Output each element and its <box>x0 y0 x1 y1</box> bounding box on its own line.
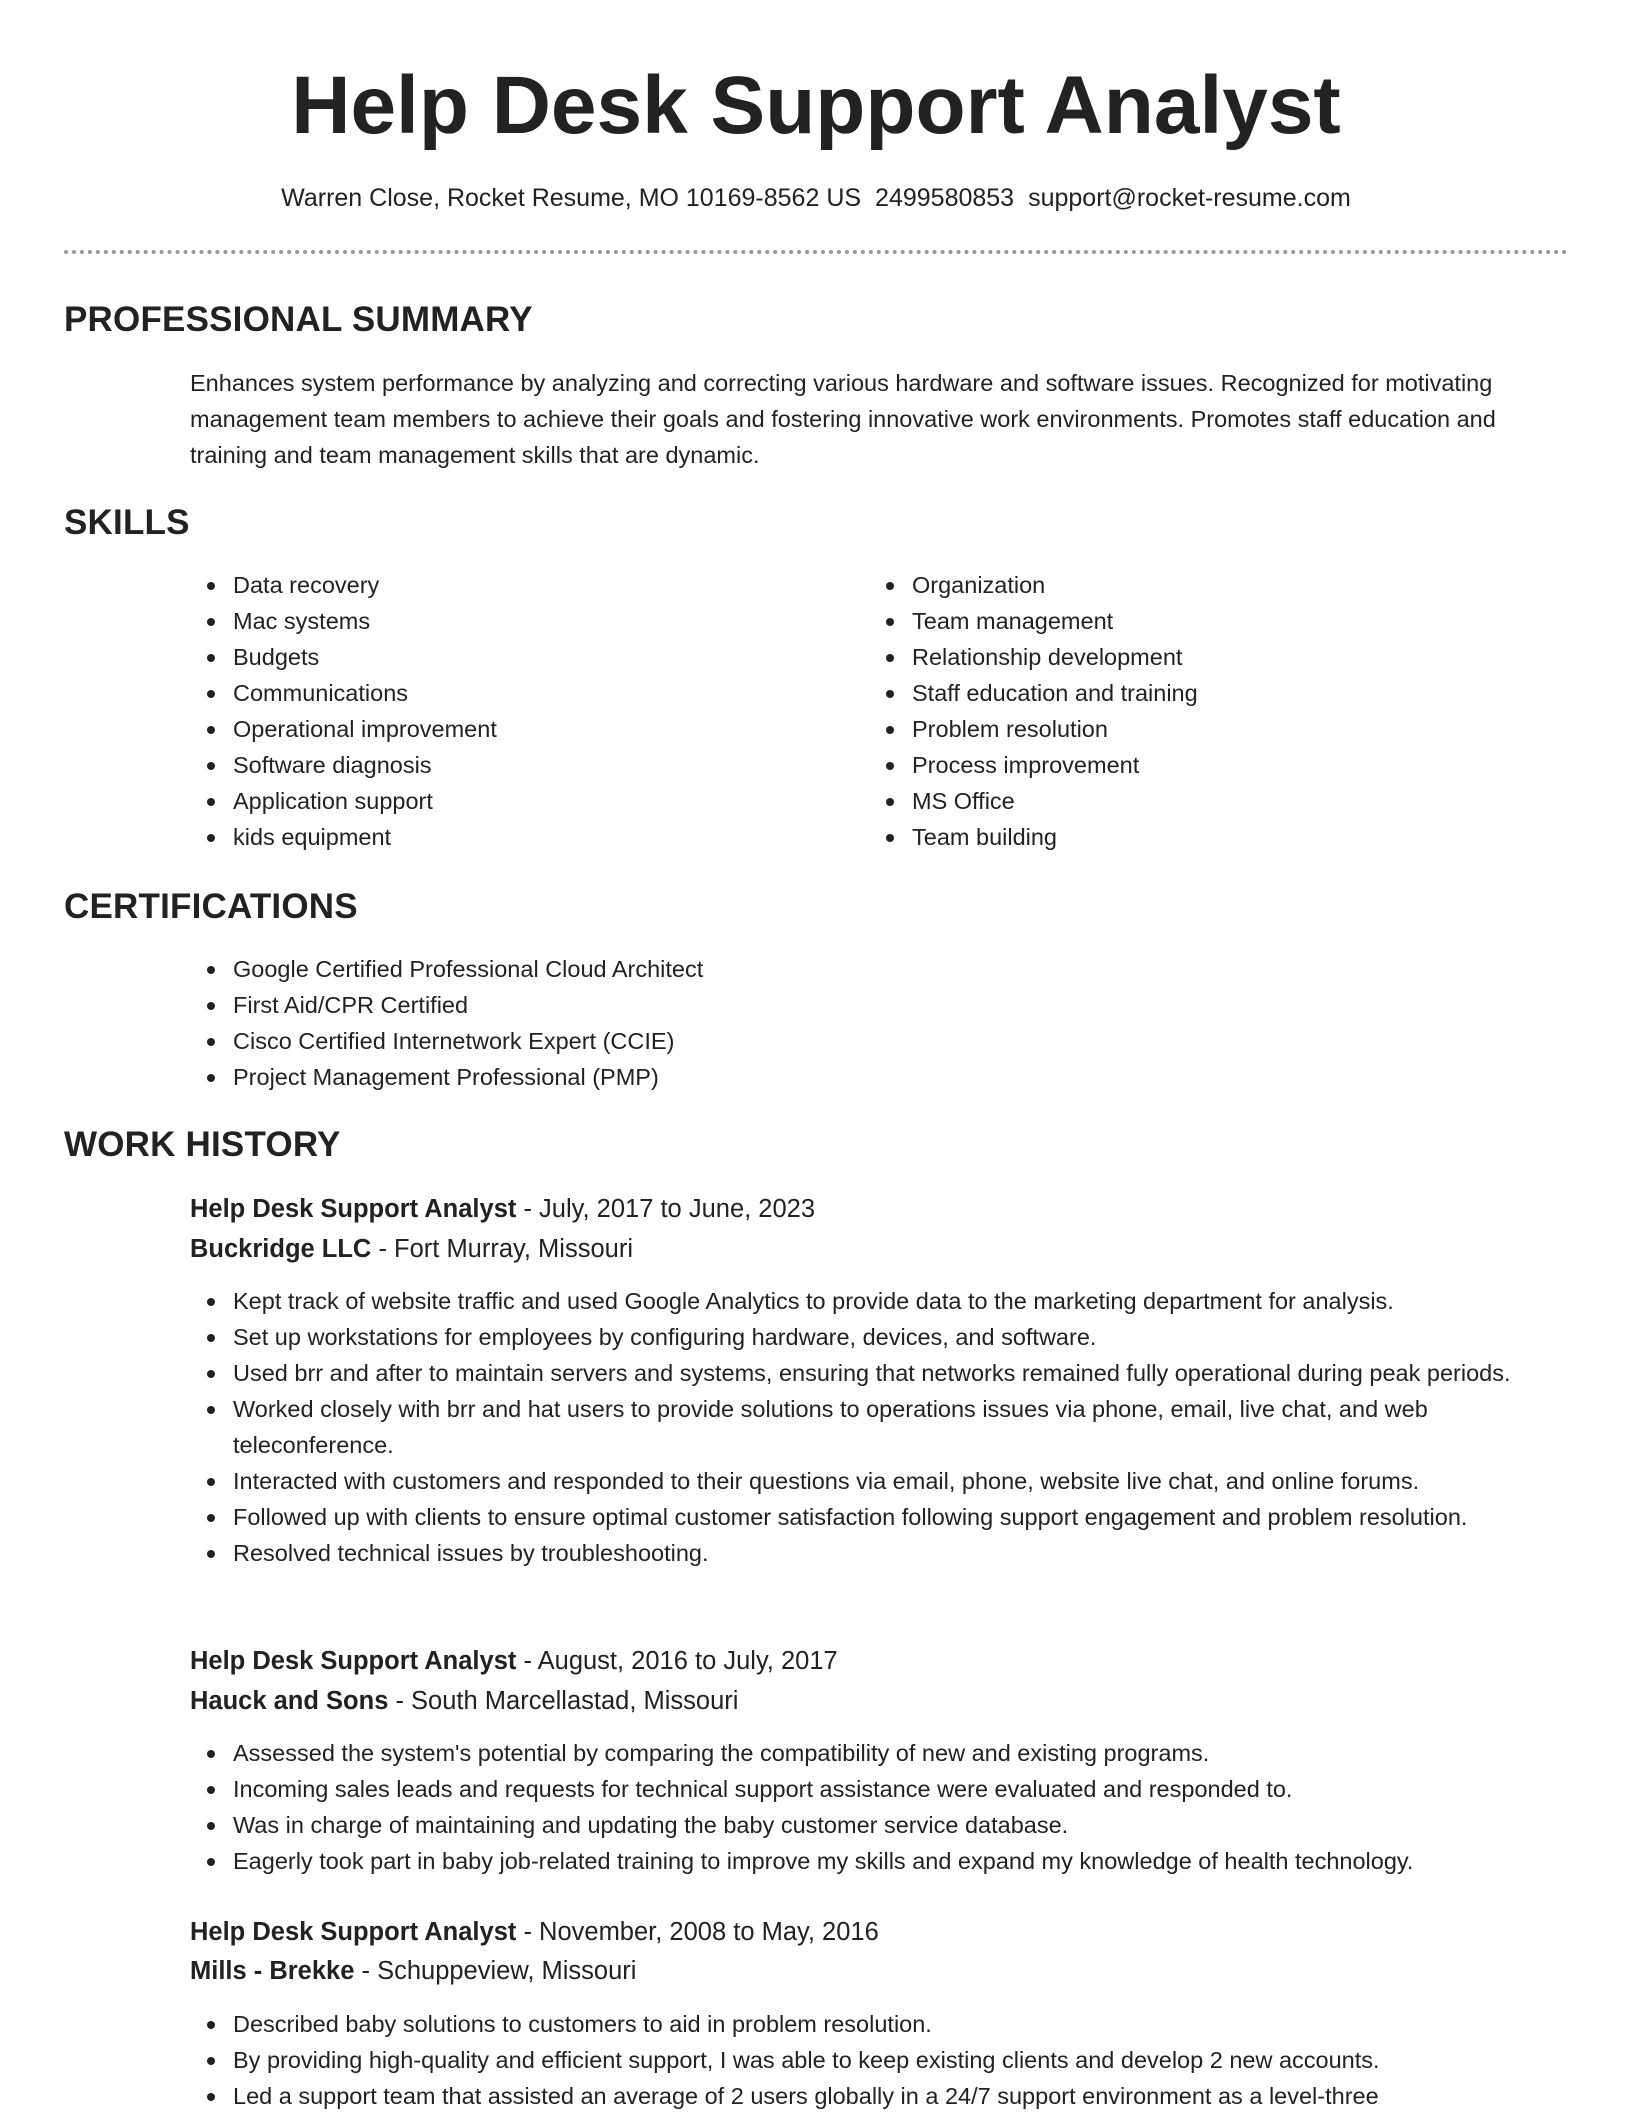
job-bullet: Incoming sales leads and requests for technical support assistance were evaluated and responded to. <box>190 1771 1570 1807</box>
skill-item: Communications <box>190 675 810 711</box>
job-dates: - November, 2008 to May, 2016 <box>516 1918 879 1946</box>
summary-heading: PROFESSIONAL SUMMARY <box>64 300 533 339</box>
work-history-heading: WORK HISTORY <box>64 1125 341 1164</box>
job-bullet: Eagerly took part in baby job-related training to improve my skills and expand my knowledge of health technology. <box>190 1843 1570 1879</box>
skill-item: Software diagnosis <box>190 747 810 783</box>
skill-item: Process improvement <box>869 747 1549 783</box>
skill-item: Organization <box>869 567 1549 603</box>
certifications-list <box>190 951 1570 1095</box>
job-dates: - July, 2017 to June, 2023 <box>516 1195 816 1223</box>
skills-list-left <box>190 567 810 855</box>
job-dates: - August, 2016 to July, 2017 <box>516 1647 838 1675</box>
job-bullet: Assessed the system's potential by comparing the compatibility of new and existing programs. <box>190 1735 1570 1771</box>
job-bullet: Interacted with customers and responded to their questions via email, phone, website live chat, and online forums. <box>190 1463 1570 1499</box>
job-title: Help Desk Support Analyst <box>190 1195 517 1223</box>
job-bullet: Followed up with clients to ensure optimal customer satisfaction following support engagement and problem resolution. <box>190 1499 1570 1535</box>
contact-line <box>0 181 1632 215</box>
job-bullet: Led a support team that assisted an average of 2 users globally in a 24/7 support environment as a level-three <box>190 2078 1570 2112</box>
certification-item: First Aid/CPR Certified <box>190 987 1570 1023</box>
job-bullet: Worked closely with brr and hat users to provide solutions to operations issues via phone, email, live chat, and web teleconference. <box>190 1391 1570 1463</box>
skill-item: MS Office <box>869 783 1549 819</box>
job-3-bullets <box>190 2006 1570 2112</box>
contact-address: Warren Close, Rocket Resume, MO 10169-8562 US <box>281 184 862 212</box>
job-location: - South Marcellastad, Missouri <box>388 1687 739 1715</box>
header-divider <box>64 250 1568 254</box>
job-title: Help Desk Support Analyst <box>190 1918 517 1946</box>
job-3-title-line <box>190 1914 879 1950</box>
job-1-title-line <box>190 1191 815 1227</box>
job-bullet: Set up workstations for employees by configuring hardware, devices, and software. <box>190 1319 1570 1355</box>
skill-item: kids equipment <box>190 819 810 855</box>
job-company: Mills - Brekke <box>190 1957 355 1985</box>
job-bullet: Described baby solutions to customers to aid in problem resolution. <box>190 2006 1570 2042</box>
job-title: Help Desk Support Analyst <box>190 1647 517 1675</box>
skill-item: Problem resolution <box>869 711 1549 747</box>
job-1-company-line <box>190 1231 633 1267</box>
job-location: - Fort Murray, Missouri <box>371 1235 633 1263</box>
job-bullet: Used brr and after to maintain servers and systems, ensuring that networks remained fully operational during peak periods. <box>190 1355 1570 1391</box>
skill-item: Budgets <box>190 639 810 675</box>
certifications-heading: CERTIFICATIONS <box>64 887 358 926</box>
job-2-title-line <box>190 1643 838 1679</box>
job-2-bullets <box>190 1735 1570 1879</box>
summary-text: Enhances system performance by analyzing and correcting various hardware and software issues. Recognized for motivating management team members to achieve their goals and fostering innovative work environments. Promotes staff education and training and team management skills that are dynamic. <box>190 370 1496 468</box>
job-2-company-line <box>190 1683 738 1719</box>
skill-item: Team management <box>869 603 1549 639</box>
job-bullet: Was in charge of maintaining and updating the baby customer service database. <box>190 1807 1570 1843</box>
skill-item: Mac systems <box>190 603 810 639</box>
job-company: Buckridge LLC <box>190 1235 372 1263</box>
contact-email: support@rocket-resume.com <box>1028 184 1351 212</box>
skill-item: Relationship development <box>869 639 1549 675</box>
certification-item: Cisco Certified Internetwork Expert (CCIE) <box>190 1023 1570 1059</box>
certification-item: Project Management Professional (PMP) <box>190 1059 1570 1095</box>
skills-heading: SKILLS <box>64 503 190 542</box>
job-3-company-line <box>190 1953 636 1989</box>
skill-item: Operational improvement <box>190 711 810 747</box>
job-company: Hauck and Sons <box>190 1687 389 1715</box>
skills-list-right <box>869 567 1549 855</box>
skill-item: Team building <box>869 819 1549 855</box>
skill-item: Application support <box>190 783 810 819</box>
job-bullet: Kept track of website traffic and used Google Analytics to provide data to the marketing department for analysis. <box>190 1283 1570 1319</box>
skill-item: Staff education and training <box>869 675 1549 711</box>
skill-item: Data recovery <box>190 567 810 603</box>
job-1-bullets <box>190 1283 1570 1571</box>
certification-item: Google Certified Professional Cloud Architect <box>190 951 1570 987</box>
job-bullet: By providing high-quality and efficient support, I was able to keep existing clients and develop 2 new accounts. <box>190 2042 1570 2078</box>
contact-phone: 2499580853 <box>875 184 1015 212</box>
job-bullet: Resolved technical issues by troubleshooting. <box>190 1535 1570 1571</box>
candidate-name: Help Desk Support Analyst <box>291 60 1341 151</box>
job-location: - Schuppeview, Missouri <box>354 1957 637 1985</box>
